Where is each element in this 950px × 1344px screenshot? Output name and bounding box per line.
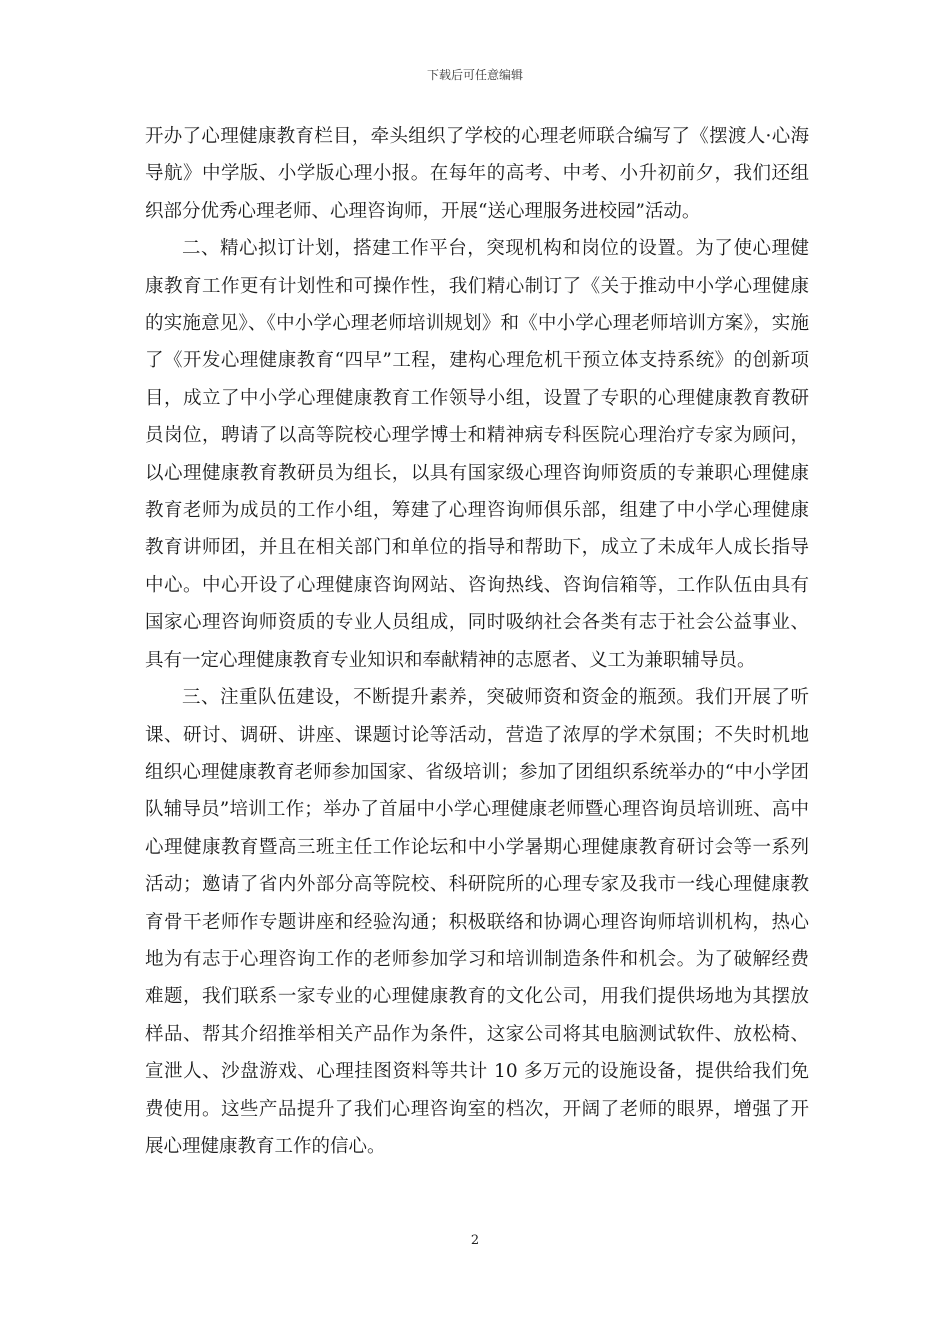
paragraph-continuation: 开办了心理健康教育栏目，牵头组织了学校的心理老师联合编写了《摆渡人·心海导航》中学版、小学版心理小报。在每年的高考、中考、小升初前夕，我们还组织部分优秀心理老师、心理咨询师，开展“送心理服务进校园”活动。 [145,126,809,222]
paragraph-section-three: 三、注重队伍建设，不断提升素养，突破师资和资金的瓶颈。我们开展了听课、研讨、调研、讲座、课题讨论等活动，营造了浓厚的学术氛围；不失时机地组织心理健康教育老师参加国家、省级培训；参加了团组织系统举办的“中小学团队辅导员”培训工作；举办了首届中小学心理健康老师暨心理咨询员培训班、高中心理健康教育暨高三班主任工作论坛和中小学暑期心理健康教育研讨会等一系列活动；邀请了省内外部分高等院校、科研院所的心理专家及我市一线心理健康教育骨干老师作专题讲座和经验沟通；积极联络和协调心理咨询师培训机构，热心地为有志于心理咨询工作的老师参加学习和培训制造条件和机会。为了破解经费难题，我们联系一家专业的心理健康教育的文化公司，用我们提供场地为其摆放样品、帮其介绍推举相关产品作为条件，这家公司将其电脑测试软件、放松椅、宣泄人、沙盘游戏、心理挂图资料等共计 10 多万元的设施设备，提供给我们免费使用。这些产品提升了我们心理咨询室的档次，开阔了老师的眼界，增强了开展心理健康教育工作的信心。 [145,687,809,1157]
page-number: 2 [470,1233,480,1248]
page-header: 下载后可任意编辑 [426,68,523,82]
paragraph-section-two: 二、精心拟订计划，搭建工作平台，突现机构和岗位的设置。为了使心理健康教育工作更有计划性和可操作性，我们精心制订了《关于推动中小学心理健康的实施意见》、《中小学心理老师培训规划》和《中小学心理老师培训方案》，实施了《开发心理健康教育“四早”工程，建构心理危机干预立体支持系统》的创新项目，成立了中小学心理健康教育工作领导小组，设置了专职的心理健康教育教研员岗位，聘请了以高等院校心理学博士和精神病专科医院心理治疗专家为顾问，以心理健康教育教研员为组长，以具有国家级心理咨询师资质的专兼职心理健康教育老师为成员的工作小组，筹建了心理咨询师俱乐部，组建了中小学心理健康教育讲师团，并且在相关部门和单位的指导和帮助下，成立了未成年人成长指导中心。中心开设了心理健康咨询网站、咨询热线、咨询信箱等，工作队伍由具有国家心理咨询师资质的专业人员组成，同时吸纳社会各类有志于社会公益事业、具有一定心理健康教育专业知识和奉献精神的志愿者、义工为兼职辅导员。 [145,238,809,671]
document-body [145,118,809,1165]
